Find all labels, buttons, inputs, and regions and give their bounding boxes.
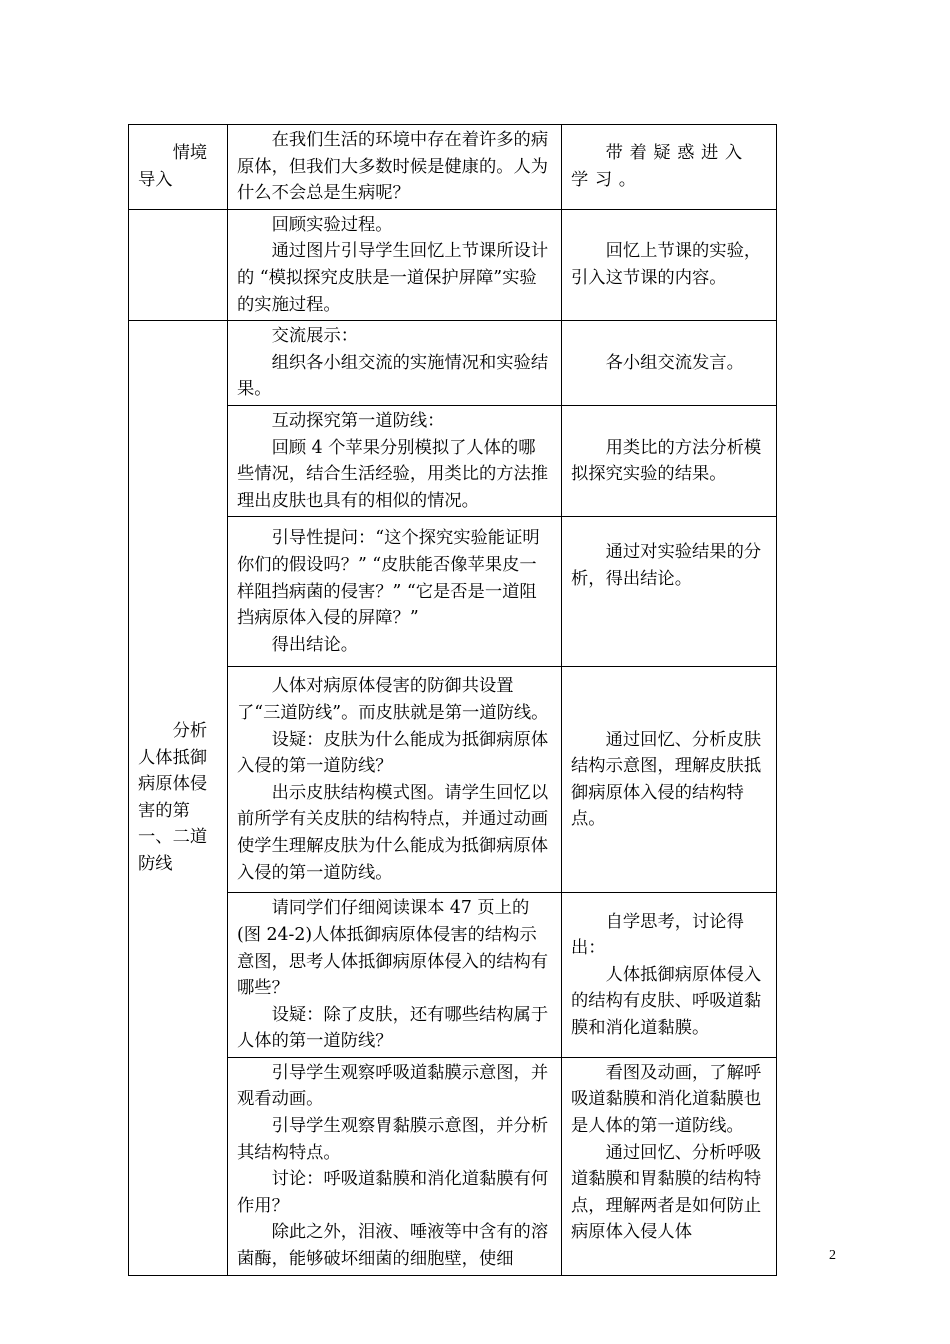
student-activity-cell: 用类比的方法分析模拟探究实验的结果。 bbox=[562, 405, 777, 516]
teacher-activity-cell: 在我们生活的环境中存在着许多的病原体，但我们大多数时候是健康的。人为什么不会总是生病呢？ bbox=[228, 125, 562, 210]
teacher-activity-cell: 互动探究第一道防线： 回顾 4 个苹果分别模拟了人体的哪些情况，结合生活经验，用类比的方法推理出皮肤也具有的相似的情况。 bbox=[228, 405, 562, 516]
teacher-activity-cell: 引导学生观察呼吸道黏膜示意图，并观看动画。 引导学生观察胃黏膜示意图，并分析其结构特点。 讨论：呼吸道黏膜和消化道黏膜有何作用？ 除此之外，泪液、唾液等中含有的溶菌酶，能够破坏细菌的细胞壁，使细 bbox=[228, 1057, 562, 1275]
student-activity-cell: 通过对实验结果的分析，得出结论。 bbox=[562, 517, 777, 667]
student-activity-cell: 带着疑惑进入学习。 bbox=[562, 125, 777, 210]
teacher-activity-cell: 引导性提问：“这个探究实验能证明你们的假设吗？” “皮肤能否像苹果皮一样阻挡病菌的侵害？” “它是否是一道阻挡病原体入侵的屏障？” 得出结论。 bbox=[228, 517, 562, 667]
teacher-activity-cell: 交流展示： 组织各小组交流的实施情况和实验结果。 bbox=[228, 321, 562, 406]
student-activity-cell: 看图及动画，了解呼吸道黏膜和消化道黏膜也是人体的第一道防线。 通过回忆、分析呼吸道黏膜和胃黏膜的结构特点，理解两者是如何防止病原体入侵人体 bbox=[562, 1057, 777, 1275]
student-activity-cell: 自学思考，讨论得出： 人体抵御病原体侵入的结构有皮肤、呼吸道黏膜和消化道黏膜。 bbox=[562, 893, 777, 1058]
page-number: 2 bbox=[829, 1248, 836, 1263]
teacher-activity-cell: 回顾实验过程。 通过图片引导学生回忆上节课所设计的 “模拟探究皮肤是一道保护屏障”实验的实施过程。 bbox=[228, 209, 562, 320]
student-activity-cell: 各小组交流发言。 bbox=[562, 321, 777, 406]
stage-cell bbox=[129, 209, 228, 320]
table-row bbox=[129, 321, 777, 406]
student-activity-cell: 通过回忆、分析皮肤结构示意图，理解皮肤抵御病原体入侵的结构特点。 bbox=[562, 667, 777, 893]
student-activity-cell: 回忆上节课的实验，引入这节课的内容。 bbox=[562, 209, 777, 320]
table-row bbox=[129, 209, 777, 320]
table-row bbox=[129, 125, 777, 210]
stage-cell: 情境导入 bbox=[129, 125, 228, 210]
teacher-activity-cell: 请同学们仔细阅读课本 47 页上的(图 24-2)人体抵御病原体侵害的结构示意图，思考人体抵御病原体侵入的结构有哪些？ 设疑：除了皮肤，还有哪些结构属于人体的第一道防线？ bbox=[228, 893, 562, 1058]
teacher-activity-cell: 人体对病原体侵害的防御共设置了“三道防线”。而皮肤就是第一道防线。 设疑：皮肤为什么能成为抵御病原体入侵的第一道防线？ 出示皮肤结构模式图。请学生回忆以前所学有关皮肤的结构特点，并通过动画使学生理解皮肤为什么能成为抵御病原体入侵的第一道防线。 bbox=[228, 667, 562, 893]
stage-cell: 分析人体抵御病原体侵害的第一、二道防线 bbox=[129, 321, 228, 1275]
lesson-plan-table bbox=[128, 124, 777, 1276]
